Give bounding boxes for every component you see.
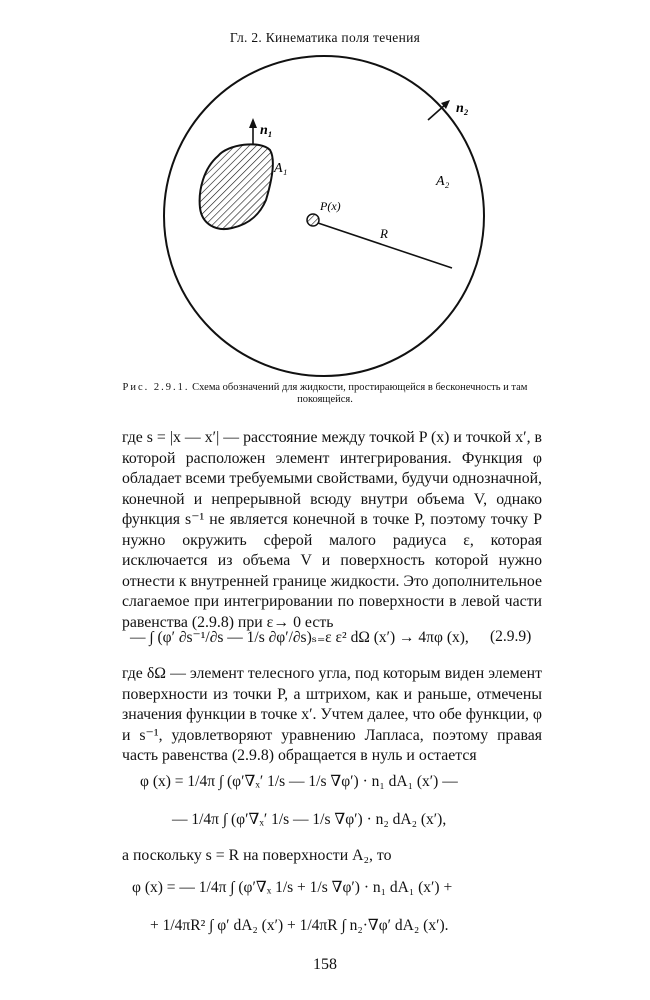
paragraph-3-text: а поскольку s = R на поверхности A₂, то	[122, 847, 392, 864]
label-r: R	[380, 226, 388, 241]
label-n2: n₂	[456, 101, 469, 116]
caption-text: Схема обозначений для жидкости, простирающейся в бесконечность и там покоящейся.	[192, 382, 528, 405]
paragraph-2	[122, 664, 542, 767]
equation-2-9-9: — ∫ (φ′ ∂s⁻¹/∂s — 1/s ∂φ′/∂s)ₛ₌ε ε² dΩ (x′) → 4πφ (x),	[130, 629, 469, 646]
equation-b-line-1: φ (x) = — 1/4π ∫ (φ′∇ₓ 1/s + 1/s ∇φ′) · n₁ dA₁ (x′) +	[132, 879, 453, 896]
point-p	[307, 214, 319, 226]
label-a2: A₂	[436, 174, 450, 189]
caption-label: Рис. 2.9.1.	[122, 382, 190, 393]
paragraph-2-text: где δΩ — элемент телесного угла, под которым виден элемент поверхности из точки P, а штрихом, как и раньше, отмечены значения функции в точке x′. Учтем далее, что обе функции, φ и s⁻¹, удовлетворяют уравнению Лапласа, поэтому правая часть равенства (2.9.8) обращается в нуль и остается	[122, 665, 542, 764]
equation-b-line-2: + 1/4πR² ∫ φ′ dA₂ (x′) + 1/4πR ∫ n₂·∇φ′ dA₂ (x′).	[150, 917, 449, 934]
label-n1: n₁	[260, 123, 273, 138]
paragraph-1	[122, 428, 542, 633]
body-a1	[200, 144, 273, 229]
running-head: Гл. 2. Кинематика поля течения	[229, 30, 421, 45]
figure-2-9-1	[0, 48, 650, 378]
label-p: P(x)	[320, 199, 341, 213]
label-a1: A₁	[274, 161, 288, 176]
equation-a-line-2: — 1/4π ∫ (φ′∇ₓ′ 1/s — 1/s ∇φ′) · n₂ dA₂ (x′),	[172, 811, 447, 828]
figure-caption	[110, 382, 540, 406]
equation-number-2-9-9: (2.9.9)	[490, 628, 532, 645]
arrow-n1-head	[249, 118, 257, 128]
arrow-n2	[428, 104, 446, 120]
paragraph-3	[122, 846, 542, 867]
equation-a-line-1: φ (x) = 1/4π ∫ (φ′∇ₓ′ 1/s — 1/s ∇φ′) · n₁ dA₁ (x′) —	[140, 773, 458, 790]
page-number: 158	[313, 956, 337, 973]
figure-diagram	[0, 48, 650, 378]
paragraph-1-text: где s = |x — x′| — расстояние между точкой P (x) и точкой x′, в которой расположен элемент интегрирования. Функция φ обладает всеми требуемыми свойствами, будучи однозначной, конечной и непрерывной всюду внутри объема V, однако функция s⁻¹ не является конечной в точке P, поэтому точку P нужно окружить сферой малого радиуса ε, которая исключается из объема V и поверхность которой нужно отнести к внутренней границе жидкости. Это дополнительное слагаемое при интегрировании по поверхности в левой части равенства (2.9.8) при ε→ 0 есть	[122, 429, 542, 631]
